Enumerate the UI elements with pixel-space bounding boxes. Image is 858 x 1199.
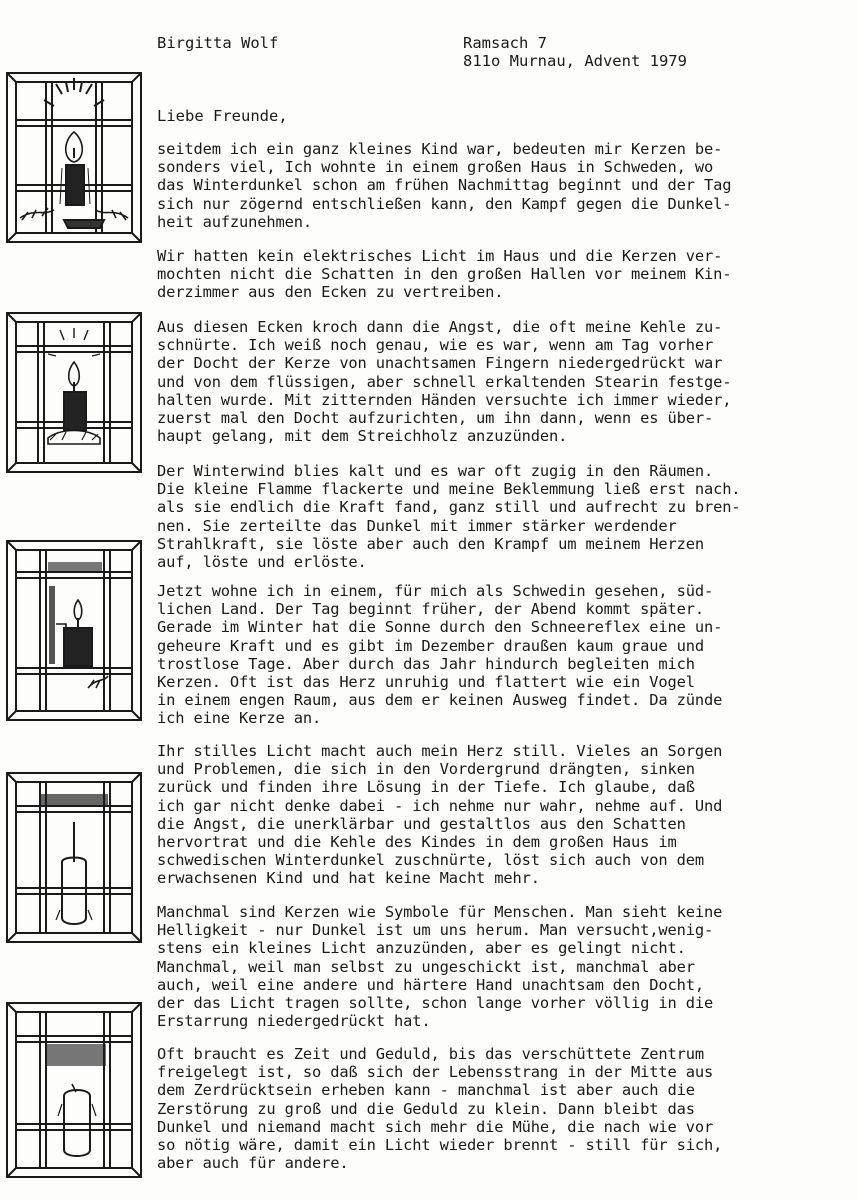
paragraph-5: Jetzt wohne ich in einem, für mich als Schwedin gesehen, süd- lichen Land. Der Tag beginnt früher, der Abend kommt später. Gerade im Winter hat die Sonne durch den Schneereflex eine un- geheure Kraft und es gibt im Dezember draußen kaum graue und trostlose Tage. Aber durch das Jahr hindurch begleiten mich Kerzen. Oft ist das Herz unruhig und flattert wie ein Vogel in einem engen Raum, aus dem er keinen Ausweg findet. Da zünde ich eine Kerze an. [157, 582, 723, 728]
window-candle-bright-icon [4, 70, 144, 245]
paragraph-3: Aus diesen Ecken kroch dann die Angst, die oft meine Kehle zu- schnürte. Ich weiß noch genau, wie es war, wenn am Tag vorher der Docht der Kerze von unachtsamen Fingern niedergedrückt war und von dem flüssigen, aber schnell erkaltenden Stearin festge- halten wurde. Mit zitternden Händen versuchte ich immer wieder, zuerst mal den Docht aufzurichten, um ihn dann, wenn es über- haupt gelang, mit dem Streichholz anzuzünden. [157, 318, 732, 446]
window-candle-flame-icon [4, 310, 144, 475]
paragraph-4: Der Winterwind blies kalt und es war oft zugig in den Räumen. Die kleine Flamme flackerte und meine Beklemmung ließ erst nach. als sie endlich die Kraft fand, ganz still und aufrecht zu bren- nen. Sie zerteilte das Dunkel mit immer stärker werdender Strahlkraft, sie löste aber auch den Krampf um meinem Herzen auf, löste und erlöste. [157, 462, 741, 572]
paragraph-8: Oft braucht es Zeit und Geduld, bis das verschüttete Zentrum freigelegt ist, so daß sich der Lebensstrang in der Mitte aus dem Zerdrücktsein erheben kann - manchmal ist aber auch die Zerstörung zu groß und die Geduld zu klein. Dann bleibt das Dunkel und niemand macht sich mehr die Mühe, die nach wie vor so nötig wäre, damit ein Licht wieder brennt - still für sich, aber auch für andere. [157, 1045, 723, 1173]
address-line-1: Ramsach 7 [463, 34, 547, 52]
paragraph-2: Wir hatten kein elektrisches Licht im Haus und die Kerzen ver- mochten nicht die Schatten in den großen Hallen vor meinem Kin- derzimmer aus den Ecken zu vertreiben. [157, 247, 732, 302]
window-candle-unlit-icon [4, 1000, 144, 1180]
window-candle-wick-icon [4, 770, 144, 945]
paragraph-7: Manchmal sind Kerzen wie Symbole für Menschen. Man sieht keine Helligkeit - nur Dunkel ist um uns herum. Man versucht,wenig- stens ein kleines Licht anzuzünden, aber es gelingt nicht. Manchmal, weil man selbst zu ungeschickt ist, manchmal aber auch, weil eine andere und härtere Hand unachtsam den Docht, der das Licht tragen sollte, schon lange vorher völlig in die Erstarrung niedergedrückt hat. [157, 903, 723, 1031]
salutation: Liebe Freunde, [157, 107, 288, 125]
paragraph-1: seitdem ich ein ganz kleines Kind war, bedeuten mir Kerzen be- sonders viel, Ich wohnte in einem großen Haus in Schweden, wo das Winterdunkel schon am frühen Nachmittag beginnt und der Tag sich nur zögernd entschließen kann, den Kampf gegen die Dunkel- heit aufzunehmen. [157, 140, 732, 231]
address-line-2: 811o Murnau, Advent 1979 [463, 52, 687, 70]
paragraph-6: Ihr stilles Licht macht auch mein Herz still. Vieles an Sorgen und Problemen, die sich in den Vordergrund drängten, sinken zurück und finden ihre Lösung in der Tiefe. Ich glaube, daß ich gar nicht denke dabei - ich nehme nur wahr, nehme auf. Und die Angst, die unerklärbar und gestaltlos aus den Schatten hervortrat und die Kehle des Kindes in dem großen Haus im schwedischen Winterdunkel zuschnürte, löst sich auch von dem erwachsenen Kind und hat keine Macht mehr. [157, 742, 723, 888]
window-candle-small-flame-icon [4, 538, 144, 723]
sender-address [463, 34, 687, 70]
sender-name: Birgitta Wolf [157, 34, 279, 52]
